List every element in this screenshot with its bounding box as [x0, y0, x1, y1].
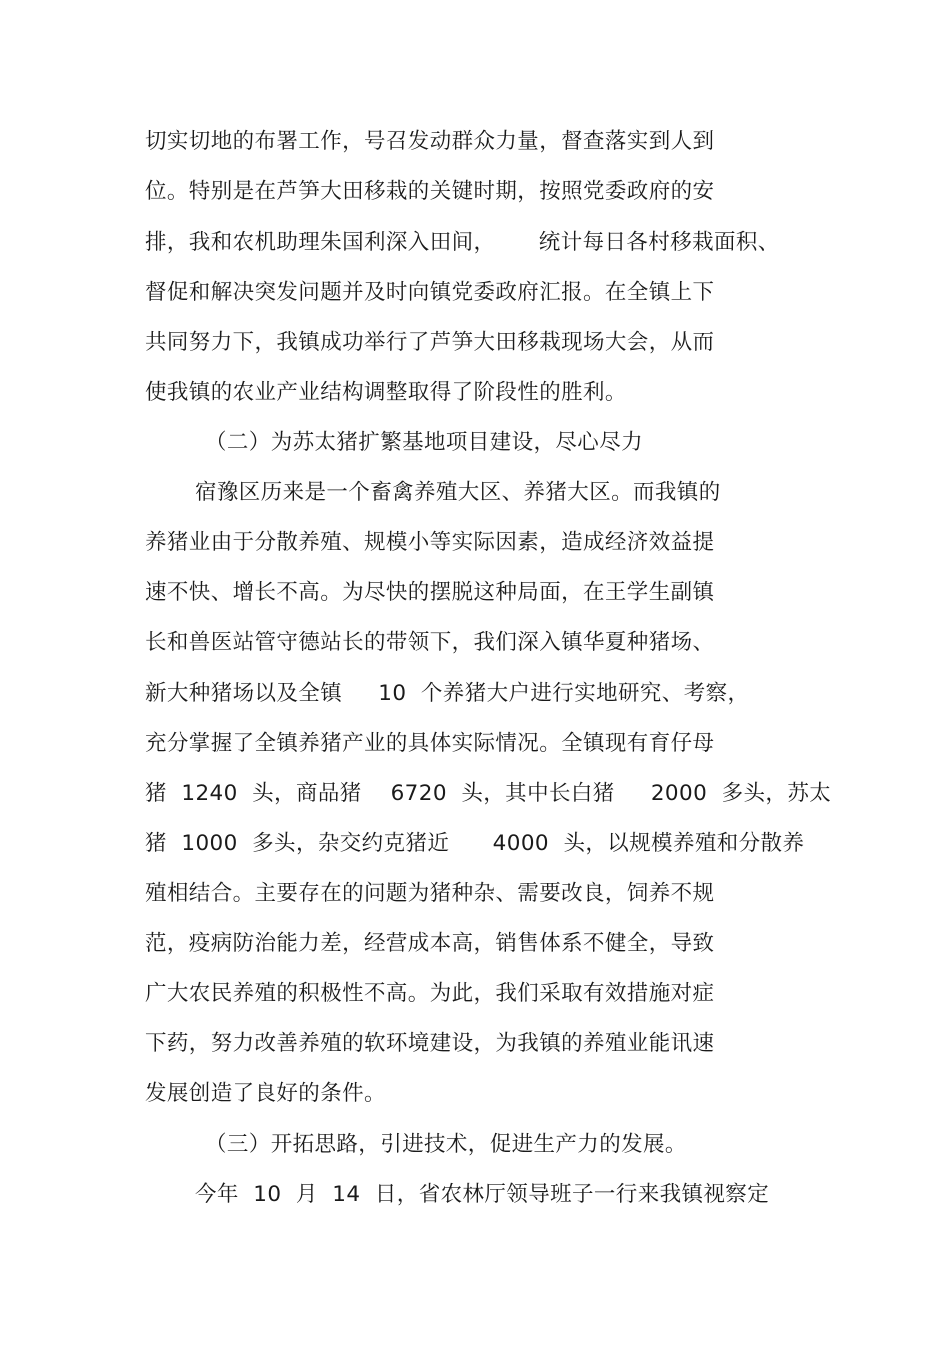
body-text-line: 切实切地的布署工作，号召发动群众力量，督查落实到人到 [145, 129, 715, 154]
body-text-line: 共同努力下，我镇成功举行了芦笋大田移栽现场大会，从而 [145, 330, 715, 355]
body-text-line: 发展创造了良好的条件。 [145, 1081, 386, 1106]
body-text-line: 范，疫病防治能力差，经营成本高，销售体系不健全，导致 [145, 931, 715, 956]
section-heading: （三）开拓思路，引进技术，促进生产力的发展。 [205, 1132, 687, 1157]
body-text-line: 排，我和农机助理朱国利深入田间， 统计每日各村移栽面积、 [145, 230, 780, 255]
body-text-line: 今年 10 月 14 日，省农林厅领导班子一行来我镇视察定 [195, 1182, 770, 1207]
body-text-line: 位。特别是在芦笋大田移栽的关键时期，按照党委政府的安 [145, 179, 715, 204]
body-text-line: 充分掌握了全镇养猪产业的具体实际情况。全镇现有育仔母 [145, 731, 715, 756]
body-text-line: 使我镇的农业产业结构调整取得了阶段性的胜利。 [145, 380, 627, 405]
body-text-line: 广大农民养殖的积极性不高。为此，我们采取有效措施对症 [145, 981, 715, 1006]
body-text-line: 速不快、增长不高。为尽快的摆脱这种局面，在王学生副镇 [145, 580, 715, 605]
body-text-line: 督促和解决突发问题并及时向镇党委政府汇报。在全镇上下 [145, 280, 715, 305]
body-text-line: 下药，努力改善养殖的软环境建设，为我镇的养殖业能讯速 [145, 1031, 715, 1056]
body-text-line: 新大种猪场以及全镇 10 个养猪大户进行实地研究、考察， [145, 681, 750, 706]
section-heading: （二）为苏太猪扩繁基地项目建设，尽心尽力 [205, 430, 644, 455]
body-text-line: 养猪业由于分散养殖、规模小等实际因素，造成经济效益提 [145, 530, 715, 555]
body-text-line: 猪 1000 多头，杂交约克猪近 4000 头，以规模养殖和分散养 [145, 831, 805, 856]
body-text-line: 猪 1240 头，商品猪 6720 头，其中长白猪 2000 多头，苏太 [145, 781, 832, 806]
body-text-line: 殖相结合。主要存在的问题为猪种杂、需要改良，饲养不规 [145, 881, 715, 906]
body-text-line: 长和兽医站管守德站长的带领下，我们深入镇华夏种猪场、 [145, 630, 715, 655]
body-text-line: 宿豫区历来是一个畜禽养殖大区、养猪大区。而我镇的 [195, 480, 721, 505]
